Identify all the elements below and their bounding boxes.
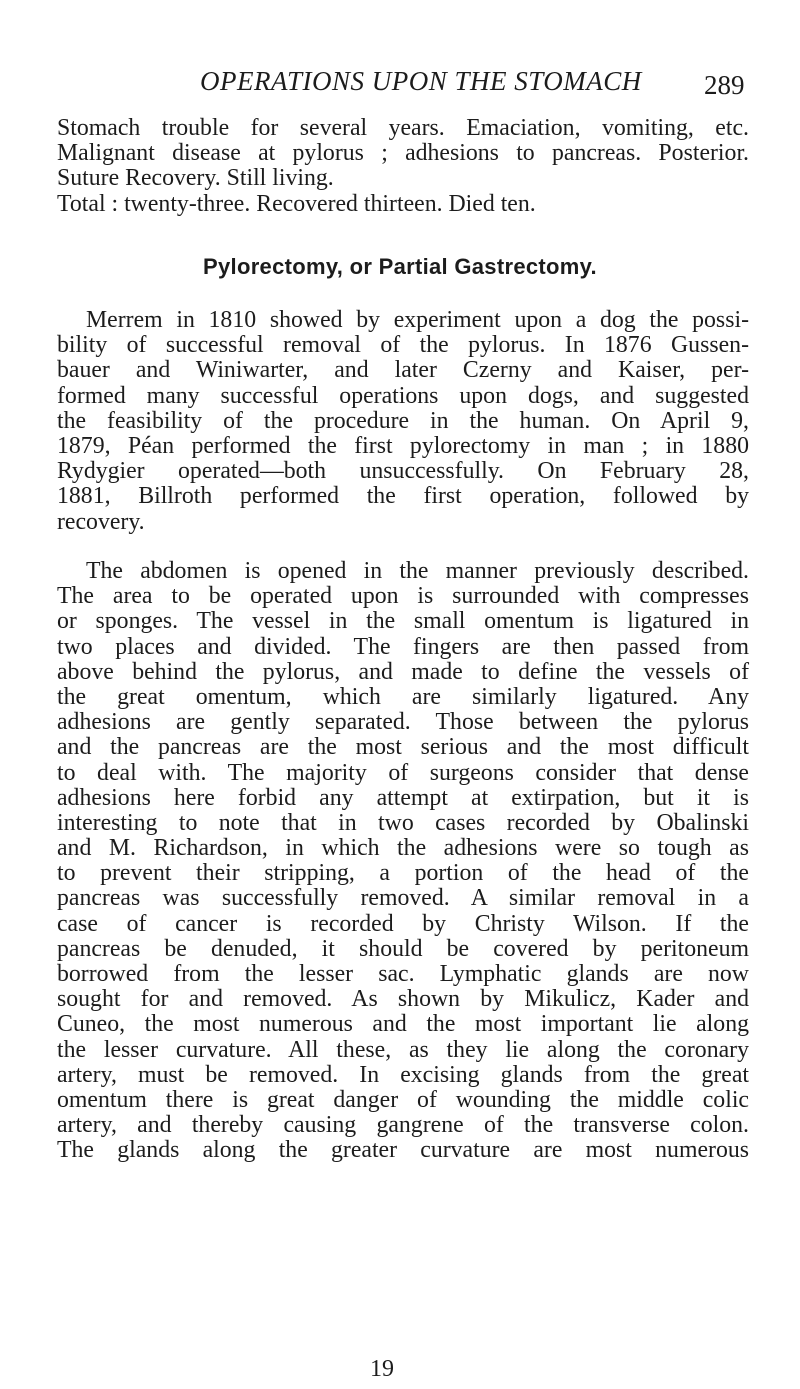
text-line: or sponges. The vessel in the small omentum is ligatured in	[57, 608, 749, 635]
text-line: Stomach trouble for several years. Emaciation, vomiting, etc.	[57, 115, 749, 141]
text-line: pancreas be denuded, it should be covered by peritoneum	[57, 935, 749, 962]
text-line: the great omentum, which are similarly ligatured. Any	[57, 683, 749, 710]
section-heading: Pylorectomy, or Partial Gastrectomy.	[203, 254, 597, 279]
text-line: Total : twenty-three. Recovered thirteen. Died ten.	[57, 190, 536, 217]
text-line: pancreas was successfully removed. A similar removal in a	[57, 885, 749, 912]
case-summary	[57, 116, 749, 217]
text-line: the feasibility of the procedure in the human. On April 9,	[57, 407, 749, 434]
text-line: Malignant disease at pylorus ; adhesions to pancreas. Posterior.	[57, 140, 749, 167]
paragraph-procedure	[57, 559, 749, 1164]
text-line: 1879, Péan performed the first pylorectomy in man ; in 1880	[57, 432, 749, 459]
text-line: borrowed from the lesser sac. Lymphatic glands are now	[57, 961, 749, 987]
text-line: Suture Recovery. Still living.	[57, 165, 334, 192]
text-line: Rydygier operated—both unsuccessfully. On February 28,	[57, 458, 749, 485]
page-number: 289	[704, 70, 745, 100]
text-line: formed many successful operations upon dogs, and suggested	[57, 382, 749, 409]
text-line: two places and divided. The fingers are then passed from	[57, 633, 749, 660]
text-line: The area to be operated upon is surrounded with compresses	[57, 583, 749, 610]
text-line: and the pancreas are the most serious and the most difficult	[57, 734, 749, 761]
running-head	[0, 66, 800, 106]
paragraph-history	[57, 308, 749, 535]
text-line: The abdomen is opened in the manner previously described.	[86, 558, 749, 584]
text-line: artery, must be removed. In excising glands from the great	[57, 1061, 749, 1088]
text-line: and M. Richardson, in which the adhesions were so tough as	[57, 835, 749, 862]
text-line: Cuneo, the most numerous and the most important lie along	[57, 1011, 749, 1038]
text-line: 1881, Billroth performed the first operation, followed by	[57, 483, 749, 510]
text-line: interesting to note that in two cases recorded by Obalinski	[57, 809, 749, 836]
text-line: to prevent their stripping, a portion of the head of the	[57, 860, 749, 887]
text-line: case of cancer is recorded by Christy Wilson. If the	[57, 910, 749, 937]
text-line: above behind the pylorus, and made to define the vessels of	[57, 658, 749, 685]
text-line: bility of successful removal of the pylorus. In 1876 Gussen-	[57, 332, 749, 359]
text-line: recovery.	[57, 508, 145, 535]
text-line: Merrem in 1810 showed by experiment upon a dog the possi-	[86, 307, 749, 333]
running-title: OPERATIONS UPON THE STOMACH	[200, 66, 642, 96]
text-line: artery, and thereby causing gangrene of the transverse colon.	[57, 1112, 749, 1139]
text-line: adhesions here forbid any attempt at extirpation, but it is	[57, 784, 749, 811]
text-line: sought for and removed. As shown by Mikulicz, Kader and	[57, 986, 749, 1013]
text-line: to deal with. The majority of surgeons consider that dense	[57, 759, 749, 786]
text-line: adhesions are gently separated. Those between the pylorus	[57, 709, 749, 736]
signature-mark: 19	[370, 1356, 394, 1382]
text-line: omentum there is great danger of wounding the middle colic	[57, 1086, 749, 1113]
text-line: The glands along the greater curvature are most numerous	[57, 1137, 749, 1164]
text-line: the lesser curvature. All these, as they lie along the coronary	[57, 1036, 749, 1063]
text-line: bauer and Winiwarter, and later Czerny and Kaiser, per-	[57, 357, 749, 384]
